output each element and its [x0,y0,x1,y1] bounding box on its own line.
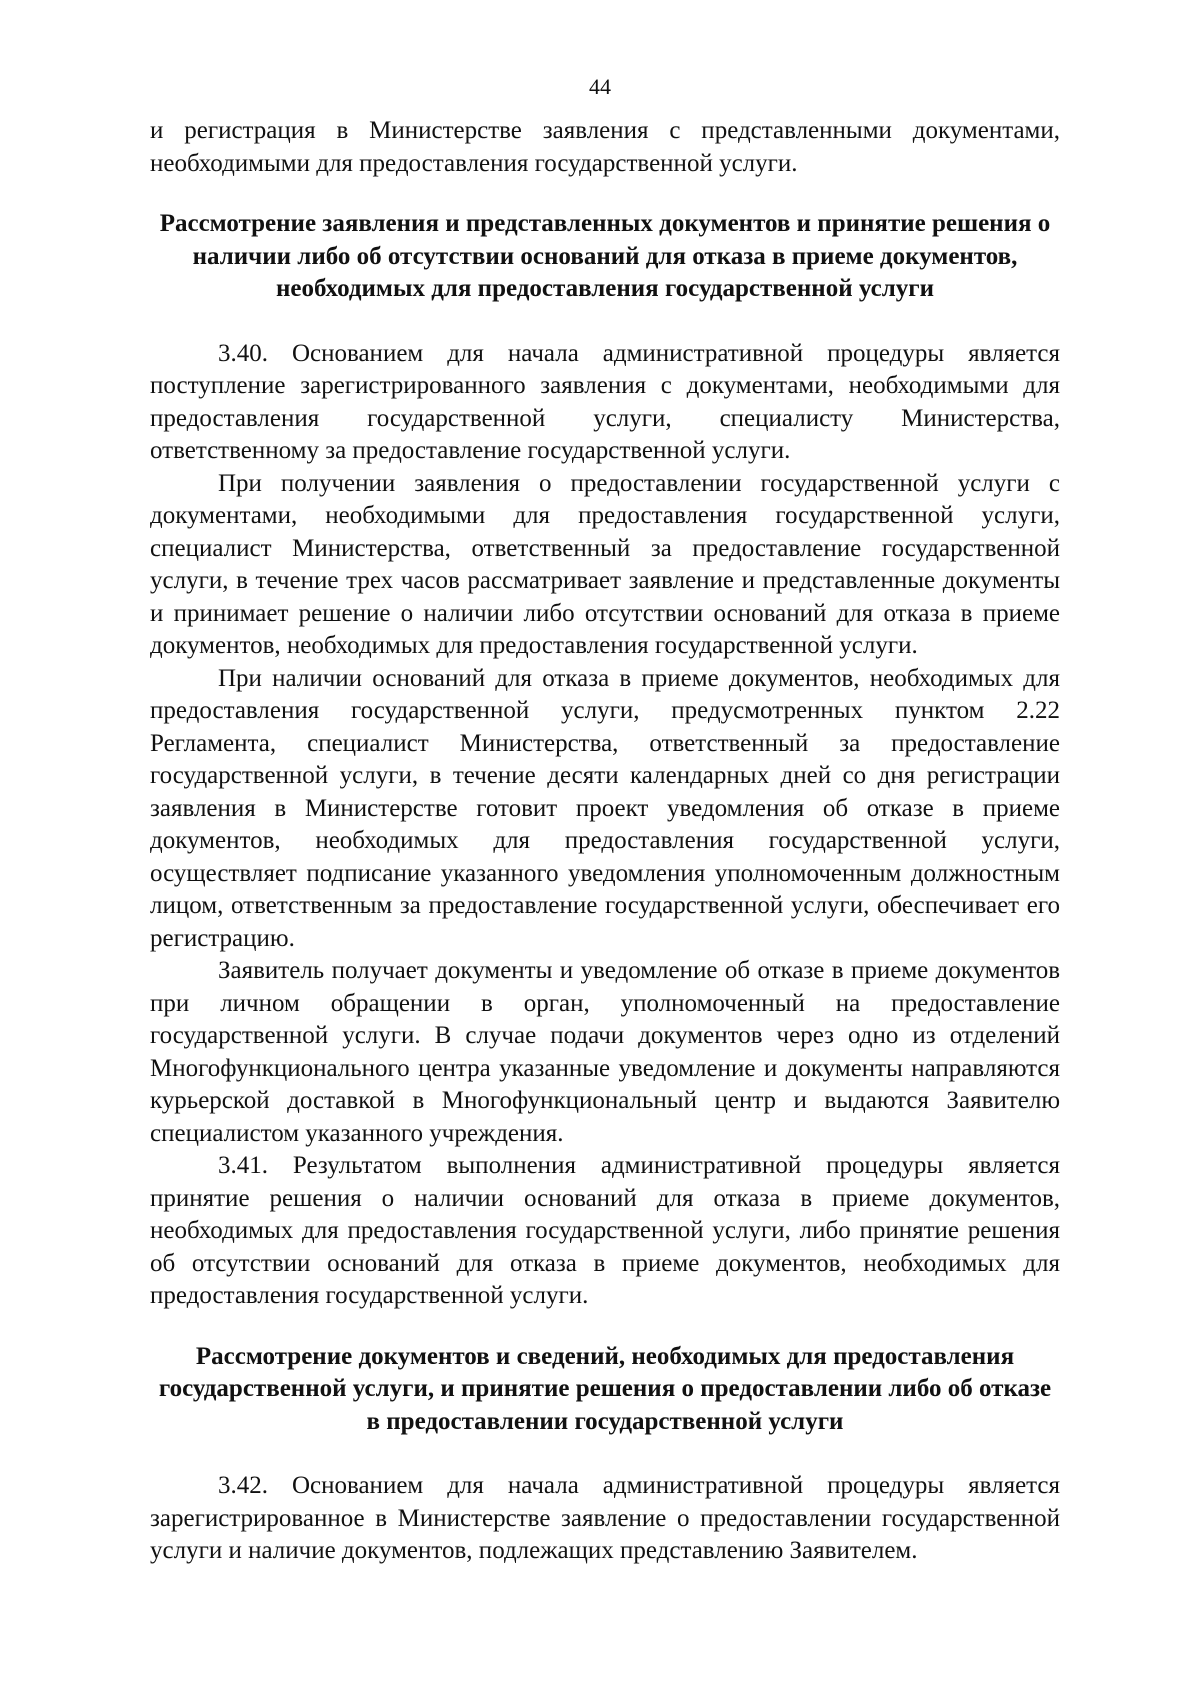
spacer [150,1438,1060,1470]
paragraph-refusal-grounds: При наличии оснований для отказа в приеме документов, необходимых для предоставления государственной услуги, предусмотренных пунктом 2.22 Регламента, специалист Министерства, ответственный за предоставление государственной услуги, в течение десяти календарных дней со дня регистрации заявления в Министерстве готовит проект уведомления об отказе в приеме документов, необходимых для предоставления государственной услуги, осуществляет подписание указанного уведомления уполномоченным должностным лицом, ответственным за предоставление государственной услуги, обеспечивает его регистрацию. [150,664,1060,952]
paragraph-3-40: 3.40. Основанием для начала административной процедуры является поступление зарегистрированного заявления с документами, необходимыми для предоставления государственной услуги, специалисту Министерства, ответственному за предоставление государственной услуги. [150,339,1060,464]
spacer [150,1313,1060,1341]
paragraph-3-42: 3.42. Основанием для начала административной процедуры является зарегистрированное в Министерстве заявление о предоставлении государственной услуги и наличие документов, подлежащих представлению Заявителем. [150,1472,1060,1564]
paragraph-review: При получении заявления о предоставлении государственной услуги с документами, необходимыми для предоставления государственной услуги, специалист Министерства, ответственный за предоставление государственной услуги, в течение трех часов рассматривает заявление и представленные документы и принимает решение о наличии либо отсутствии оснований для отказа в приеме документов, необходимых для предоставления государственной услуги. [150,469,1060,659]
spacer [150,306,1060,338]
page-number: 44 [589,74,611,99]
page-content [150,115,1060,1568]
spacer [150,180,1060,208]
section-heading: Рассмотрение заявления и представленных документов и принятие решения о наличии либо об отсутствии оснований для отказа в приеме документов, необходимых для предоставления государственной услуги [159,210,1051,302]
paragraph-3-41: 3.41. Результатом выполнения административной процедуры является принятие решения о наличии оснований для отказа в приеме документов, необходимых для предоставления государственной услуги, либо принятие решения об отсутствии оснований для отказа в приеме документов, необходимых для предоставления государственной услуги. [150,1152,1060,1309]
paragraph-applicant-receives: Заявитель получает документы и уведомление об отказе в приеме документов при личном обращении в орган, уполномоченный на предоставление государственной услуги. В случае подачи документов через одно из отделений Многофункционального центра указанные уведомление и документы направляются курьерской доставкой в Многофункциональный центр и выдаются Заявителю специалистом указанного учреждения. [150,957,1060,1147]
intro-paragraph: и регистрация в Министерстве заявления с представленными документами, необходимыми для предоставления государственной услуги. [150,117,1060,177]
section-heading: Рассмотрение документов и сведений, необходимых для предоставления государственной услуги, и принятие решения о предоставлении либо об отказе в предоставлении государственной услуги [158,1342,1052,1435]
